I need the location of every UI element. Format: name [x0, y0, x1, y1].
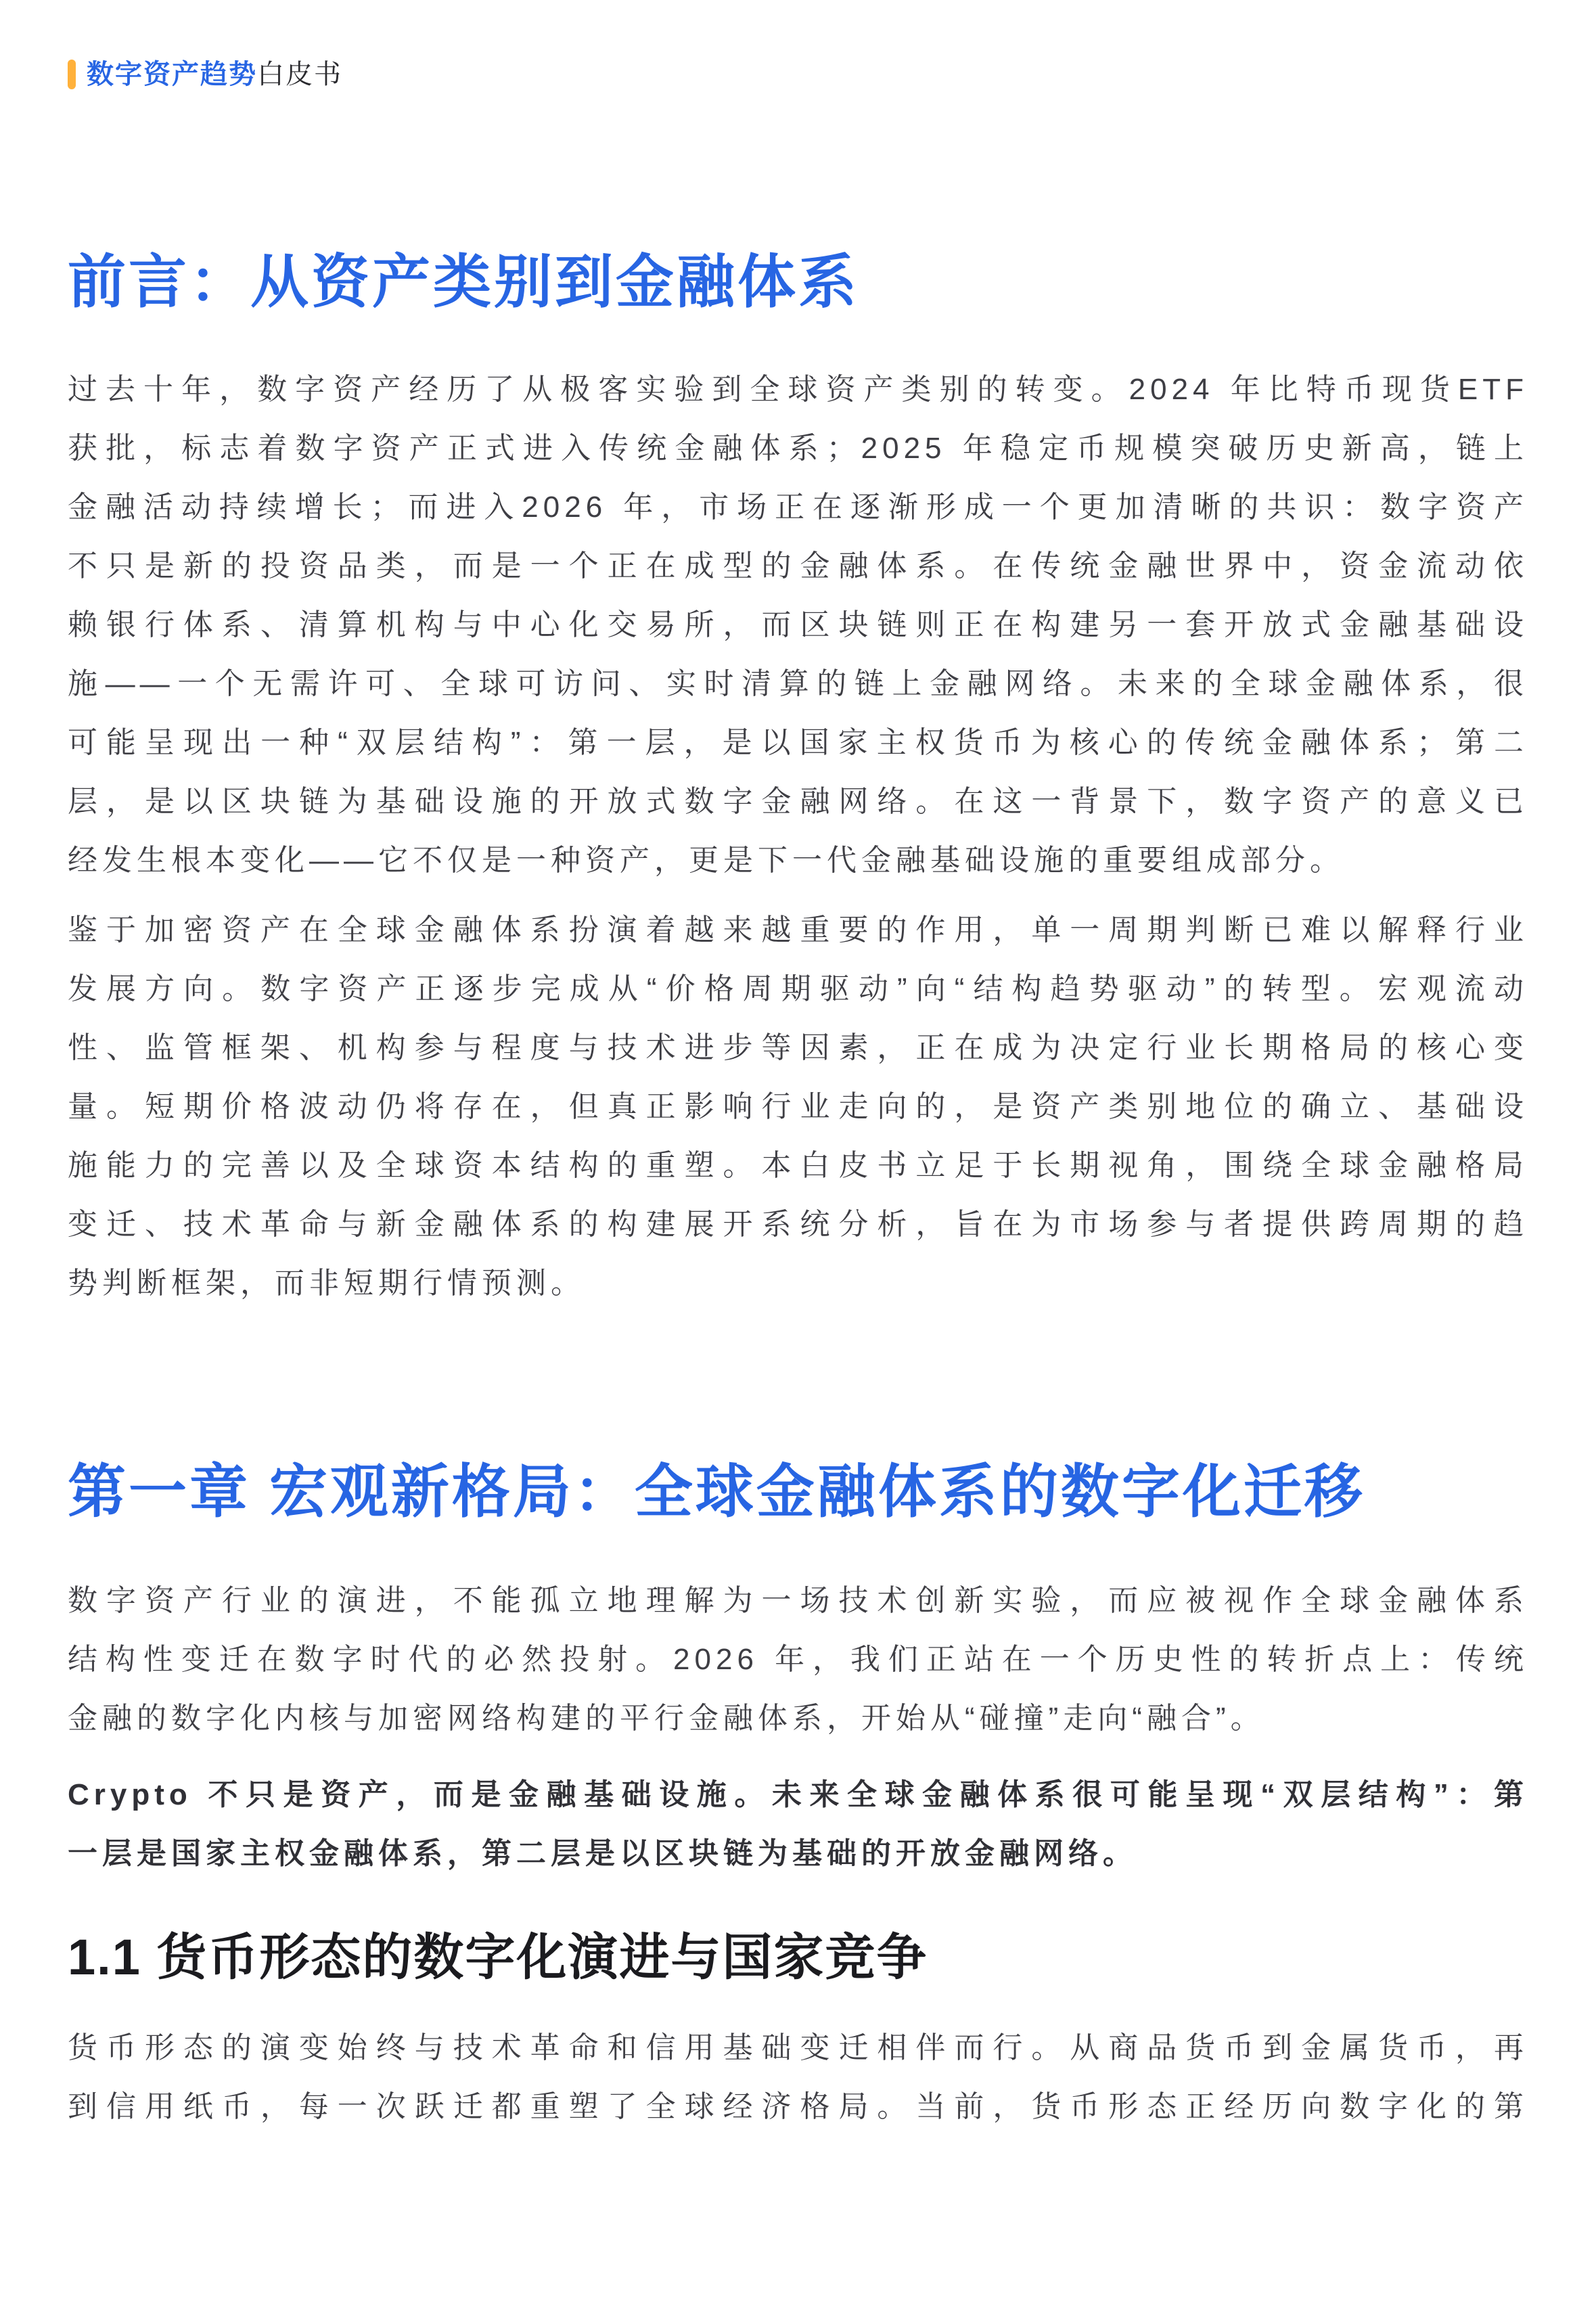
header-title-highlight: 数字资产趋势 — [87, 60, 257, 89]
text-line: 赖银行体系、清算机构与中心化交易所，而区块链则正在构建另一套开放式金融基础设 — [68, 608, 1528, 641]
chapter-1-heading: 第一章 宏观新格局：全球金融体系的数字化迁移 — [68, 1459, 1365, 1524]
header-title — [87, 58, 342, 91]
text-line: 金融的数字化内核与加密网络构建的平行金融体系，开始从“碰撞”走向“融合”。 — [68, 1702, 1265, 1735]
text-line: 结构性变迁在数字时代的必然投射。2026 年，我们正站在一个历史性的转折点上：传统 — [68, 1643, 1528, 1676]
text-line: 施——一个无需许可、全球可访问、实时清算的链上金融网络。未来的全球金融体系，很 — [68, 667, 1528, 700]
text-line: 性、监管框架、机构参与程度与技术进步等因素，正在成为决定行业长期格局的核心变 — [68, 1031, 1528, 1064]
header-accent-bar — [68, 60, 76, 89]
text-line: 鉴于加密资产在全球金融体系扮演着越来越重要的作用，单一周期判断已难以解释行业 — [68, 913, 1528, 947]
text-line: 不只是新的投资品类，而是一个正在成型的金融体系。在传统金融世界中，资金流动依 — [68, 549, 1528, 583]
text-line: 到信用纸币，每一次跃迁都重塑了全球经济格局。当前，货币形态正经历向数字化的第 — [68, 2090, 1528, 2123]
section-1-1-paragraph — [68, 2018, 1528, 2136]
document-header — [68, 58, 1528, 91]
section-1-1-heading: 1.1 货币形态的数字化演进与国家竞争 — [68, 1929, 928, 1985]
text-line: 变迁、技术革命与新金融体系的构建展开系统分析，旨在为市场参与者提供跨周期的趋 — [68, 1208, 1528, 1241]
text-line: 势判断框架，而非短期行情预测。 — [68, 1267, 585, 1300]
text-line: 一层是国家主权金融体系，第二层是以区块链为基础的开放金融网络。 — [68, 1837, 1137, 1870]
preface-heading: 前言：从资产类别到金融体系 — [68, 250, 859, 315]
text-line: 经发生根本变化——它不仅是一种资产，更是下一代金融基础设施的重要组成部分。 — [68, 844, 1344, 877]
text-line: 施能力的完善以及全球资本结构的重塑。本白皮书立足于长期视角，围绕全球金融格局 — [68, 1149, 1528, 1182]
preface-paragraph-2 — [68, 901, 1528, 1313]
text-line: 发展方向。数字资产正逐步完成从“价格周期驱动”向“结构趋势驱动”的转型。宏观流动 — [68, 972, 1528, 1005]
text-line: 可能呈现出一种“双层结构”：第一层，是以国家主权货币为核心的传统金融体系；第二 — [68, 726, 1528, 759]
text-line: 货币形态的演变始终与技术革命和信用基础变迁相伴而行。从商品货币到金属货币，再 — [68, 2031, 1528, 2064]
text-line: Crypto 不只是资产，而是金融基础设施。未来全球金融体系很可能呈现“双层结构”：第 — [68, 1778, 1528, 1811]
text-line: 数字资产行业的演进，不能孤立地理解为一场技术创新实验，而应被视作全球金融体系 — [68, 1584, 1528, 1617]
text-line: 过去十年，数字资产经历了从极客实验到全球资产类别的转变。2024 年比特币现货ETF — [68, 373, 1528, 406]
chapter-1-highlight-paragraph — [68, 1765, 1528, 1883]
chapter-1-intro-paragraph — [68, 1571, 1528, 1748]
header-title-rest: 白皮书 — [257, 60, 342, 89]
text-line: 获批，标志着数字资产正式进入传统金融体系；2025 年稳定币规模突破历史新高，链上 — [68, 432, 1528, 465]
text-line: 层，是以区块链为基础设施的开放式数字金融网络。在这一背景下，数字资产的意义已 — [68, 785, 1528, 818]
text-line: 量。短期价格波动仍将存在，但真正影响行业走向的，是资产类别地位的确立、基础设 — [68, 1090, 1528, 1123]
preface-paragraph-1 — [68, 360, 1528, 890]
document-page — [0, 58, 1596, 2136]
text-line: 金融活动持续增长；而进入2026 年，市场正在逐渐形成一个更加清晰的共识：数字资产 — [68, 491, 1528, 524]
